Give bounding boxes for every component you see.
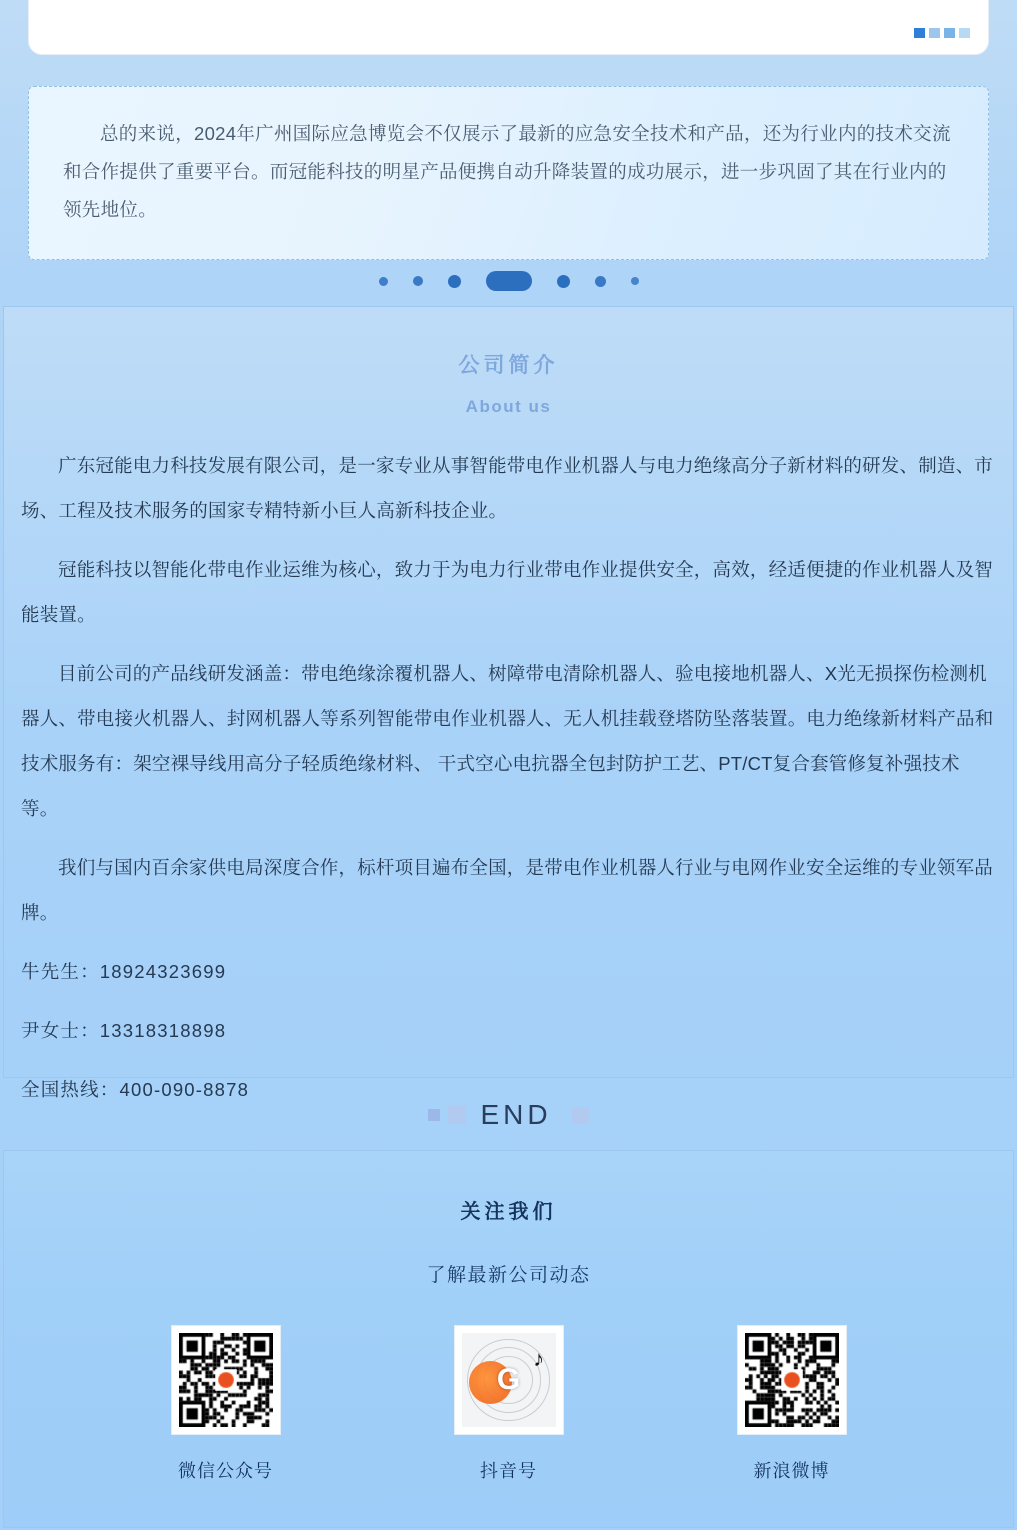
about-section-title: 公司简介 xyxy=(458,354,559,377)
article-card-top xyxy=(28,0,989,55)
decoration-square-3 xyxy=(944,28,955,38)
decoration-square-2 xyxy=(929,28,940,38)
follow-channels xyxy=(4,1325,1013,1483)
carousel-pagination[interactable] xyxy=(0,258,1017,304)
follow-channel-douyin[interactable] xyxy=(409,1325,609,1483)
decoration-square-4 xyxy=(959,28,970,38)
carousel-dot-7[interactable] xyxy=(631,277,639,285)
about-paragraph-3: 目前公司的产品线研发涵盖：带电绝缘涂覆机器人、树障带电清除机器人、验电接地机器人、X光无损探伤检测机器人、带电接火机器人、封网机器人等系列智能带电作业机器人、无人机挂载登塔防坠落装置。电力绝缘新材料产品和技术服务有：架空裸导线用高分子轻质绝缘材料、 干式空心电抗器全包封防护工艺、PT/CT复合套管修复补强技术等。 xyxy=(21,663,994,819)
weibo-qr-frame[interactable] xyxy=(737,1325,847,1435)
decoration-square-1 xyxy=(914,28,925,38)
end-label: END xyxy=(480,1099,552,1130)
follow-channel-weibo[interactable] xyxy=(692,1325,892,1483)
logo-letter: G xyxy=(496,1363,521,1396)
carousel-dot-5[interactable] xyxy=(557,275,570,288)
about-body xyxy=(21,443,996,1112)
weibo-qr-label: 新浪微博 xyxy=(753,1461,830,1481)
end-square-right xyxy=(572,1107,589,1124)
contact-line-1: 牛先生：18924323699 xyxy=(21,961,227,982)
carousel-dot-3[interactable] xyxy=(448,275,461,288)
about-us-section xyxy=(3,306,1014,1100)
follow-us-section xyxy=(3,1150,1014,1528)
carousel-dot-2[interactable] xyxy=(413,276,423,286)
wechat-qr-frame[interactable] xyxy=(171,1325,281,1435)
summary-quote-text: 总的来说，2024年广州国际应急博览会不仅展示了最新的应急安全技术和产品，还为行业内的技术交流和合作提供了重要平台。而冠能科技的明星产品便携自动升降装置的成功展示，进一步巩固了其在行业内的领先地位。 xyxy=(63,123,951,220)
card-decoration-squares xyxy=(914,28,970,38)
follow-subtitle: 了解最新公司动态 xyxy=(426,1265,591,1286)
about-paragraph-1: 广东冠能电力科技发展有限公司，是一家专业从事智能带电作业机器人与电力绝缘高分子新材料的研发、制造、市场、工程及技术服务的国家专精特新小巨人高新科技企业。 xyxy=(21,455,994,521)
wechat-qr-label: 微信公众号 xyxy=(178,1461,273,1481)
about-section-subtitle: About us xyxy=(465,397,552,416)
follow-title: 关注我们 xyxy=(460,1201,557,1223)
about-paragraph-2: 冠能科技以智能化带电作业运维为核心，致力于为电力行业带电作业提供安全，高效，经适便捷的作业机器人及智能装置。 xyxy=(21,559,994,625)
end-square-large xyxy=(448,1106,466,1124)
end-divider xyxy=(0,1080,1017,1150)
wechat-qr-code-icon[interactable] xyxy=(179,1333,273,1427)
carousel-dot-6[interactable] xyxy=(595,276,606,287)
carousel-dot-active[interactable] xyxy=(486,271,532,291)
douyin-logo-frame[interactable] xyxy=(454,1325,564,1435)
contact-line-3: 全国热线：400-090-8878 xyxy=(21,1079,250,1100)
about-paragraph-4: 我们与国内百余家供电局深度合作，标杆项目遍布全国，是带电作业机器人行业与电网作业安全运维的专业领军品牌。 xyxy=(21,857,994,923)
contact-line-2: 尹女士：13318318898 xyxy=(21,1020,227,1041)
follow-channel-wechat[interactable] xyxy=(126,1325,326,1483)
carousel-dot-1[interactable] xyxy=(379,277,388,286)
douyin-label: 抖音号 xyxy=(480,1461,537,1481)
music-note-icon: ♪ xyxy=(533,1346,545,1372)
end-square-small xyxy=(428,1109,440,1121)
weibo-qr-code-icon[interactable] xyxy=(745,1333,839,1427)
douyin-logo-icon[interactable] xyxy=(462,1333,556,1427)
summary-quote-block xyxy=(28,86,989,260)
